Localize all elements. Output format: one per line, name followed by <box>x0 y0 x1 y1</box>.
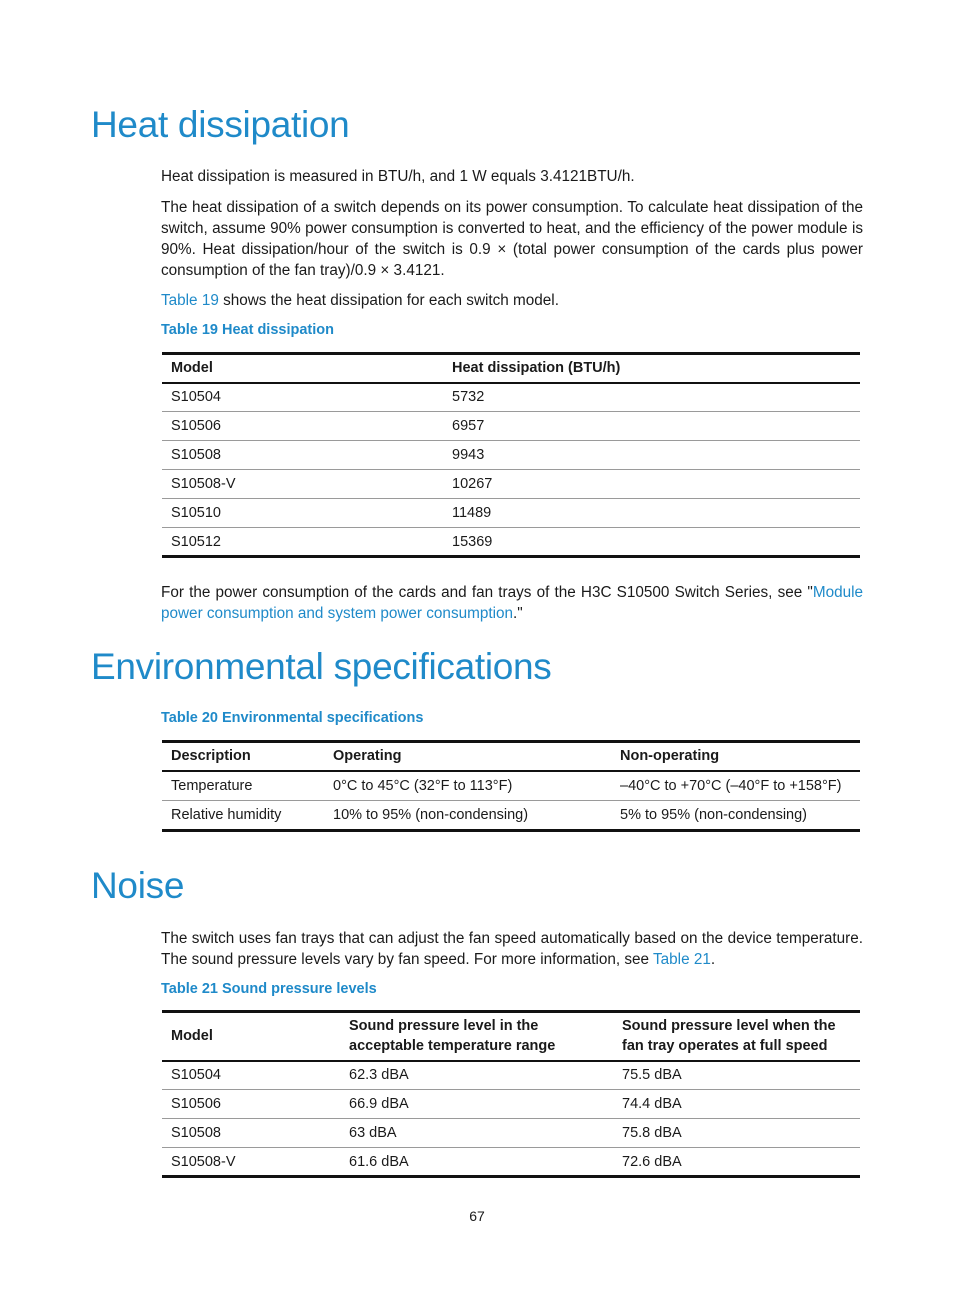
heat-paragraph-3 <box>161 290 863 311</box>
table-row <box>162 1148 860 1177</box>
heat-paragraph-2: The heat dissipation of a switch depends on its power consumption. To calculate heat dissipation of the switch, assume 90% power consumption is converted to heat, and the efficiency of the power module is 90%. Heat dissipation/hour of the switch is 0.9 × (total power consumption of the cards plus power consumption of the fan tray)/0.9 × 3.4121. <box>161 199 863 279</box>
table-row <box>162 1061 860 1090</box>
cell-full-speed: 75.5 dBA <box>613 1061 860 1090</box>
table-row <box>162 470 860 499</box>
heading-environmental-specifications: Environmental specifications <box>91 646 552 687</box>
cell-value: 10267 <box>443 470 860 499</box>
cell-non-operating: –40°C to +70°C (–40°F to +158°F) <box>611 771 860 801</box>
link-table-21[interactable]: Table 21 <box>653 951 711 968</box>
cell-value: 11489 <box>443 499 860 528</box>
table-row <box>162 383 860 412</box>
link-module-power-consumption[interactable]: Module power consumption and system power consumption <box>161 584 863 622</box>
cell-operating: 0°C to 45°C (32°F to 113°F) <box>324 771 611 801</box>
sound-pressure-table <box>162 1010 860 1178</box>
cell-acceptable-range: 61.6 dBA <box>349 1153 409 1170</box>
column-header-description: Description <box>162 742 324 771</box>
cell-model: S10512 <box>171 533 221 550</box>
cell-full-speed: 74.4 dBA <box>613 1090 860 1119</box>
noise-paragraph <box>161 928 863 970</box>
column-header-model: Model <box>162 354 443 383</box>
heat-paragraph-1: Heat dissipation is measured in BTU/h, and 1 W equals 3.4121BTU/h. <box>161 168 635 185</box>
table-row <box>162 771 860 801</box>
link-table-19[interactable]: Table 19 <box>161 292 219 309</box>
heat-dissipation-table <box>162 352 860 558</box>
cell-model: S10504 <box>162 383 443 412</box>
table-21-caption: Table 21 Sound pressure levels <box>161 981 377 997</box>
table-row <box>162 528 860 557</box>
environmental-table <box>162 740 860 832</box>
cell-model: S10510 <box>162 499 443 528</box>
column-header-heat-dissipation: Heat dissipation (BTU/h) <box>443 354 860 383</box>
heat-paragraph-4-text: For the power consumption of the cards and fan trays of the H3C S10500 Switch Series, see " <box>161 584 813 601</box>
cell-operating: 10% to 95% (non-condensing) <box>333 807 529 823</box>
cell-acceptable-range: 62.3 dBA <box>340 1061 613 1090</box>
cell-full-speed: 72.6 dBA <box>622 1153 682 1170</box>
cell-value: 5732 <box>443 383 860 412</box>
heading-heat-dissipation: Heat dissipation <box>91 104 350 145</box>
table-header-row <box>162 1012 860 1061</box>
cell-full-speed: 75.8 dBA <box>613 1119 860 1148</box>
table-header-row <box>162 742 860 771</box>
column-header-non-operating: Non-operating <box>611 742 860 771</box>
table-header-row <box>162 354 860 383</box>
cell-model: S10508 <box>162 1119 340 1148</box>
column-header-model: Model <box>162 1012 340 1061</box>
cell-description: Temperature <box>162 771 324 801</box>
cell-model: S10504 <box>162 1061 340 1090</box>
cell-value: 15369 <box>452 533 493 550</box>
cell-acceptable-range: 63 dBA <box>340 1119 613 1148</box>
heat-paragraph-4 <box>161 582 863 624</box>
heat-paragraph-3-text: shows the heat dissipation for each switch model. <box>218 292 559 309</box>
cell-model: S10508-V <box>171 1153 236 1170</box>
table-row <box>162 412 860 441</box>
table-row <box>162 801 860 831</box>
heading-noise: Noise <box>91 865 185 906</box>
column-header-operating: Operating <box>324 742 611 771</box>
cell-model: S10506 <box>162 1090 340 1119</box>
table-20-caption: Table 20 Environmental specifications <box>161 710 424 726</box>
table-19-caption: Table 19 Heat dissipation <box>161 322 334 338</box>
cell-model: S10506 <box>162 412 443 441</box>
cell-model: S10508 <box>162 441 443 470</box>
cell-description: Relative humidity <box>171 807 282 823</box>
cell-non-operating: 5% to 95% (non-condensing) <box>620 807 808 823</box>
noise-paragraph-end: . <box>710 951 716 968</box>
cell-value: 6957 <box>443 412 860 441</box>
column-header-acceptable-range: Sound pressure level in the acceptable temperature range <box>340 1012 613 1061</box>
table-row <box>162 1090 860 1119</box>
noise-paragraph-text: The switch uses fan trays that can adjust the fan speed automatically based on the device temperature. The sound pressure levels vary by fan speed. For more information, see <box>161 930 863 968</box>
cell-acceptable-range: 66.9 dBA <box>340 1090 613 1119</box>
page-number: 67 <box>469 1208 485 1224</box>
table-row <box>162 499 860 528</box>
column-header-full-speed: Sound pressure level when the fan tray operates at full speed <box>613 1012 860 1061</box>
table-row <box>162 1119 860 1148</box>
cell-value: 9943 <box>443 441 860 470</box>
table-row <box>162 441 860 470</box>
heat-paragraph-4-end: ." <box>513 605 523 622</box>
cell-model: S10508-V <box>162 470 443 499</box>
